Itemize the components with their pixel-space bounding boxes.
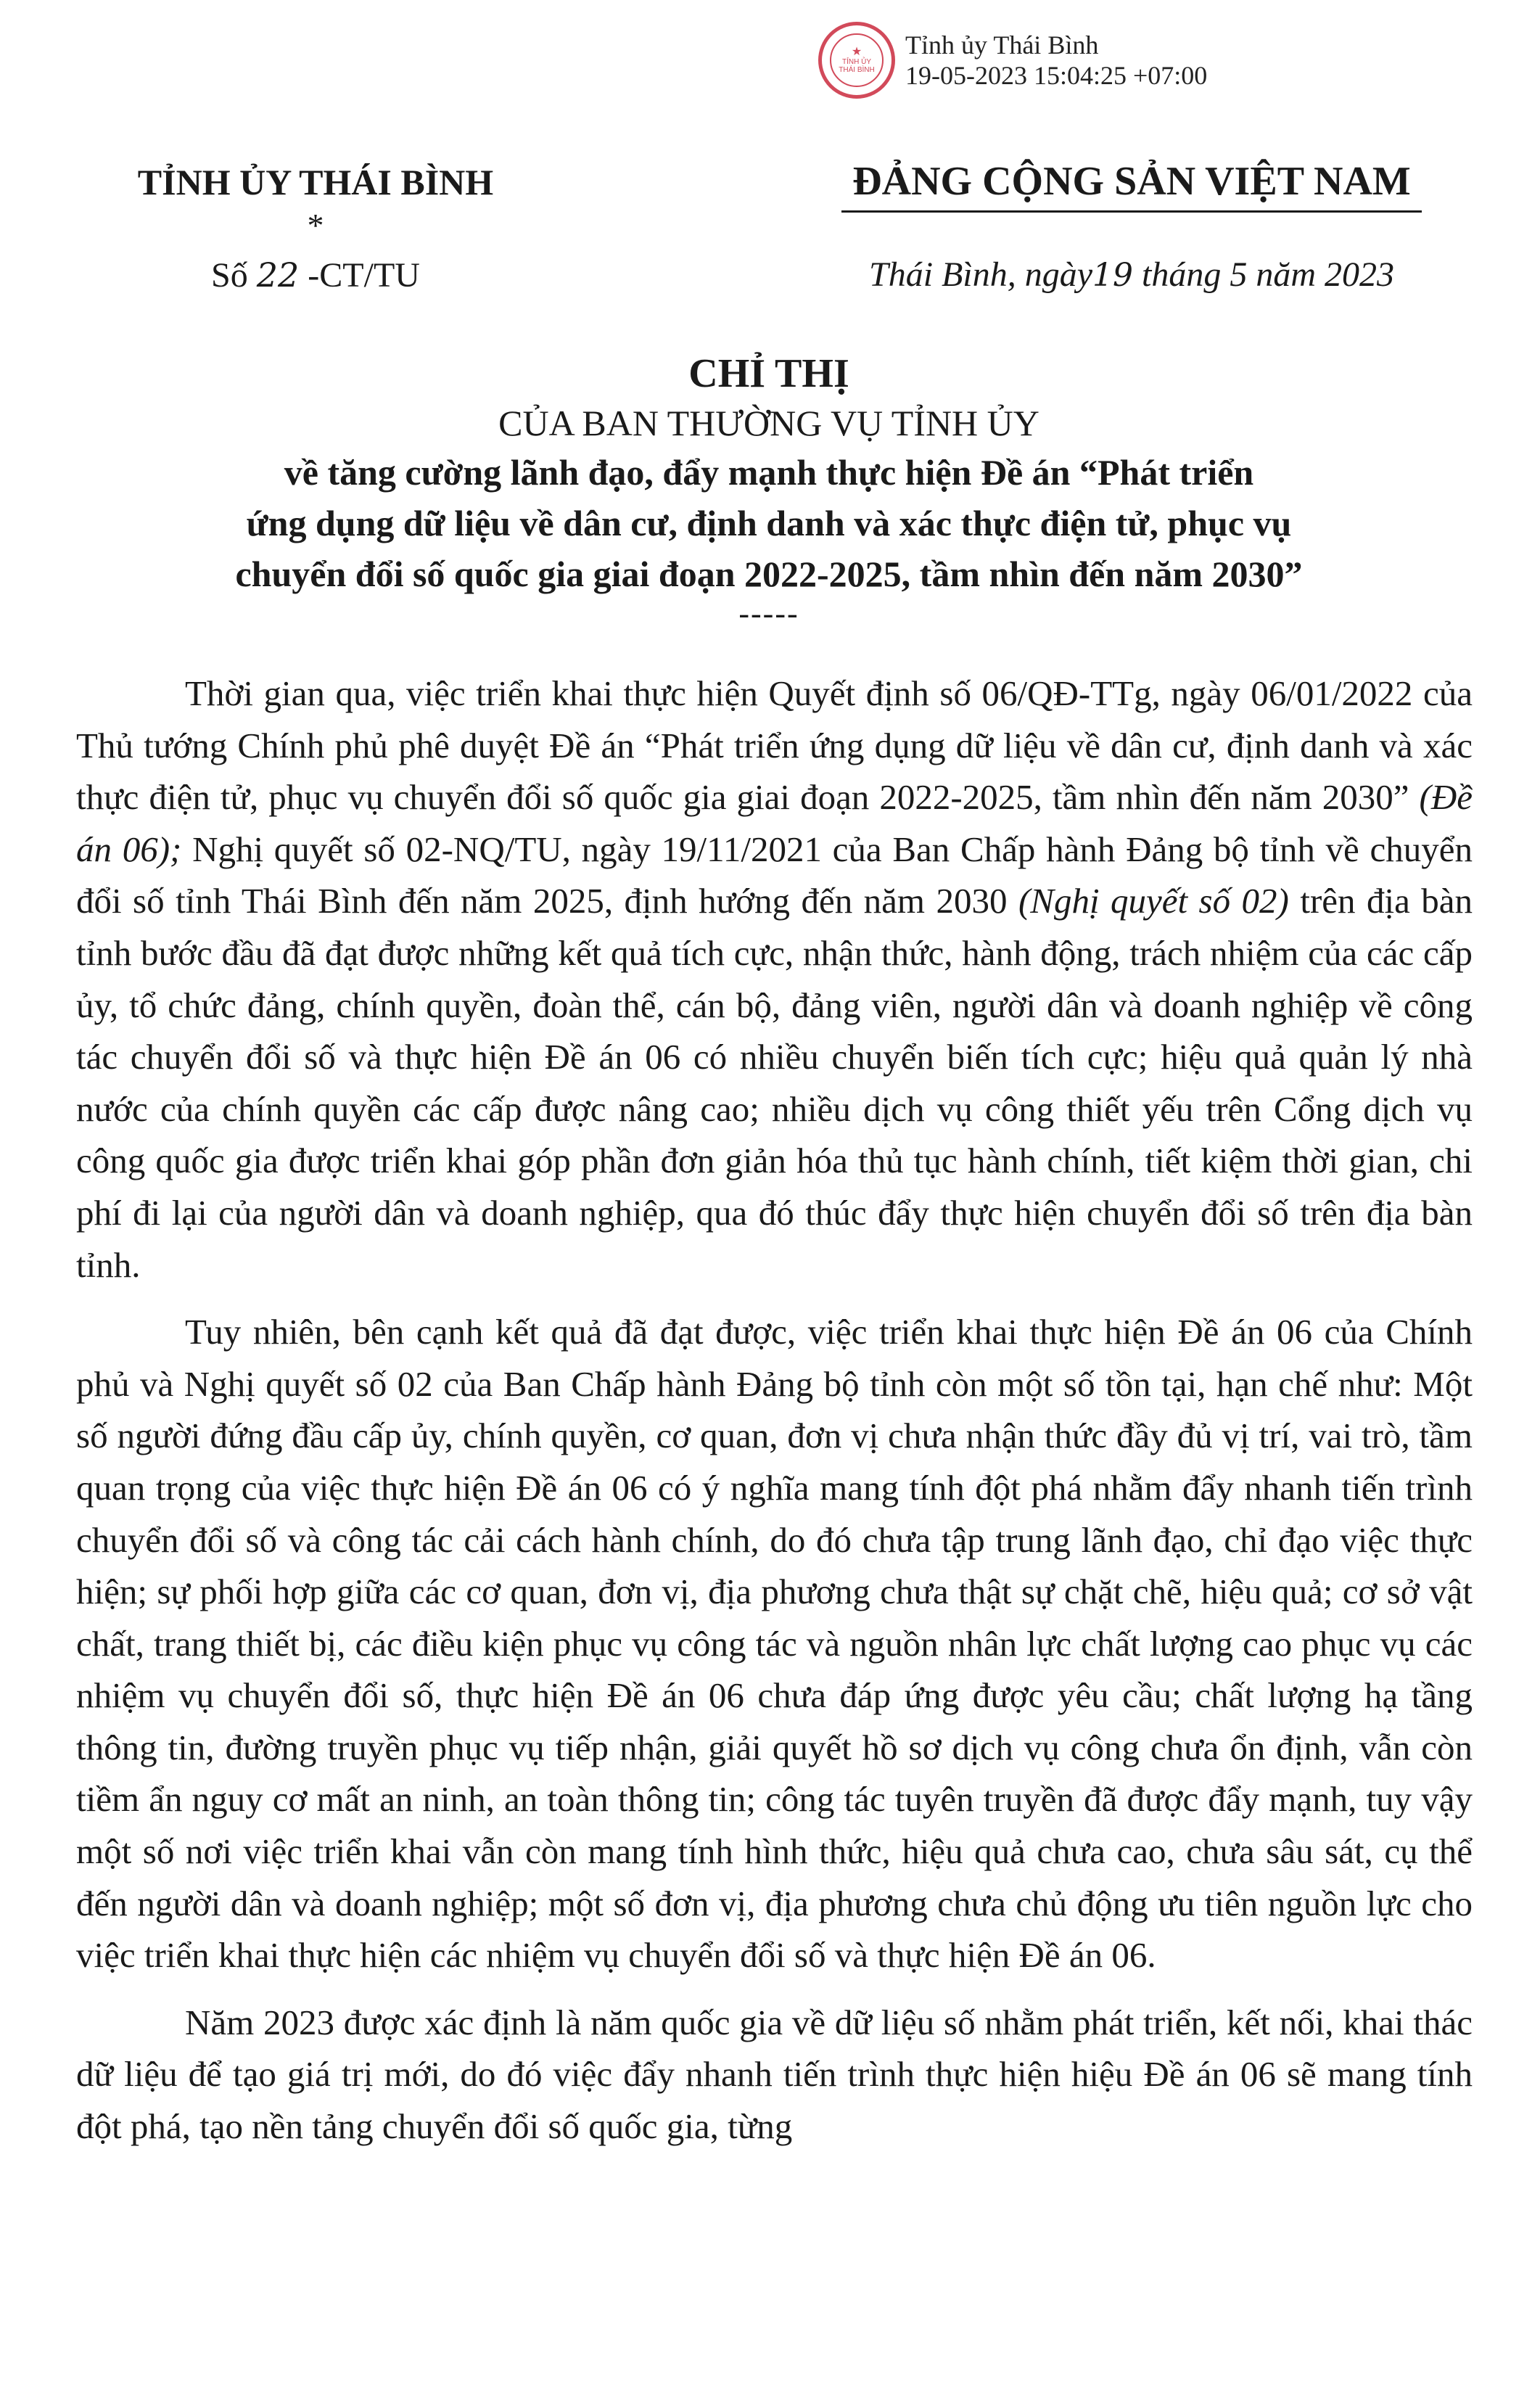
signature-timestamp: 19-05-2023 15:04:25 +07:00 bbox=[905, 61, 1208, 90]
subject-line-1: về tăng cường lãnh đạo, đẩy mạnh thực hiện Đề án “Phát triển bbox=[284, 452, 1254, 493]
place-prefix: Thái Bình, ngày bbox=[869, 255, 1092, 294]
p1-text-e: trên địa bàn tỉnh bước đầu đã đạt được những kết quả tích cực, nhận thức, hành động, trách nhiệm của các cấp ủy, tổ chức đảng, chính quyền, đoàn thể, cán bộ, đảng viên, người dân và doanh nghiệp về công tác chuyển đổi số và thực hiện Đề án 06 có nhiều chuyển biến tích cực; hiệu quả quản lý nhà nước của chính quyền các cấp được nâng cao; nhiều dịch vụ công thiết yếu trên Cổng dịch vụ công quốc gia được triển khai góp phần đơn giản hóa thủ tục hành chính, tiết kiệm thời gian, chi phí đi lại của người dân và doanh nghiệp, qua đó thúc đẩy thực hiện chuyển đổi số trên địa bàn tỉnh. bbox=[76, 881, 1473, 1285]
red-seal-icon: ★ TỈNH ỦY THÁI BÌNH bbox=[818, 22, 895, 99]
place-suffix: tháng 5 năm 2023 bbox=[1142, 255, 1394, 294]
document-number bbox=[80, 254, 551, 297]
document-title-block bbox=[109, 348, 1429, 631]
p1-italic-ref-2: (Nghị quyết số 02) bbox=[1018, 881, 1289, 921]
document-type: CHỈ THỊ bbox=[688, 351, 849, 396]
p1-text-c: Nghị quyết số 02-NQ/TU, ngày 19/11/2021 của Ban Chấp hành Đảng bộ tỉnh về chuyển đổi số tỉnh Thái Bình đến năm 2025, định hướng đến năm 2030 bbox=[76, 829, 1473, 921]
paragraph-2: Tuy nhiên, bên cạnh kết quả đã đạt được, việc triển khai thực hiện Đề án 06 của Chính phủ và Nghị quyết số 02 của Ban Chấp hành Đảng bộ tỉnh còn một số tồn tại, hạn chế như: Một số người đứng đầu cấp ủy, chính quyền, cơ quan, đơn vị chưa nhận thức đầy đủ vị trí, vai trò, tầm quan trọng của việc thực hiện Đề án 06 có ý nghĩa mang tính đột phá nhằm đẩy nhanh tiến trình chuyển đổi số và công tác cải cách hành chính, do đó chưa tập trung lãnh đạo, chỉ đạo việc thực hiện; sự phối hợp giữa các cơ quan, đơn vị, địa phương chưa thật sự chặt chẽ, hiệu quả; cơ sở vật chất, trang thiết bị, các điều kiện phục vụ công tác và nguồn nhân lực chất lượng cao phục vụ các nhiệm vụ chuyển đổi số, thực hiện Đề án 06 chưa đáp ứng được yêu cầu; chất lượng hạ tầng thông tin, đường truyền phục vụ tiếp nhận, giải quyết hồ sơ dịch vụ công chưa ổn định, vẫn còn tiềm ẩn nguy cơ mất an ninh, an toàn thông tin; công tác tuyên truyền đã được đẩy mạnh, tuy vậy một số nơi việc triển khai vẫn còn mang tính hình thức, hiệu quả chưa cao, chưa sâu sát, cụ thể đến người dân và doanh nghiệp; một số đơn vị, địa phương chưa chủ động ưu tiên nguồn lực cho việc triển khai thực hiện các nhiệm vụ chuyển đổi số và thực hiện Đề án 06. bbox=[76, 1312, 1473, 1976]
doc-no-suffix: -CT/TU bbox=[308, 256, 420, 295]
doc-no-handwritten: 22 bbox=[256, 255, 300, 295]
paragraph-3: Năm 2023 được xác định là năm quốc gia về dữ liệu số nhằm phát triển, kết nối, khai thác dữ liệu để tạo giá trị mới, do đó việc đẩy nhanh tiến trình thực hiện hiệu Đề án 06 sẽ mang tính đột phá, tạo nền tảng chuyển đổi số quốc gia, từng bbox=[76, 2002, 1473, 2147]
document-body bbox=[76, 667, 1473, 2168]
title-separator: ----- bbox=[738, 596, 799, 631]
signature-info bbox=[905, 30, 1207, 91]
place-and-date bbox=[805, 254, 1458, 297]
signer-name: Tỉnh ủy Thái Bình bbox=[905, 30, 1099, 59]
doc-no-prefix: Số bbox=[211, 256, 248, 295]
party-name: ĐẢNG CỘNG SẢN VIỆT NAM bbox=[852, 159, 1411, 204]
subject-line-2: ứng dụng dữ liệu về dân cư, định danh và xác thực điện tử, phục vụ bbox=[246, 503, 1292, 543]
p1-italic-ref-1: (Đề án 06); bbox=[76, 777, 1473, 869]
date-day-handwritten: 19 bbox=[1092, 257, 1133, 294]
paragraph-1 bbox=[76, 667, 1473, 1291]
org-star-separator: * bbox=[307, 207, 324, 244]
digital-signature-stamp bbox=[818, 20, 1207, 100]
p1-text-a: Thời gian qua, việc triển khai thực hiện Quyết định số 06/QĐ-TTg, ngày 06/01/2022 của Thủ tướng Chính phủ phê duyệt Đề án “Phát triển ứng dụng dữ liệu về dân cư, định danh và xác thực điện tử, phục vụ chuyển đổi số quốc gia giai đoạn 2022-2025, tầm nhìn đến năm 2030” bbox=[76, 673, 1473, 818]
party-underline bbox=[841, 210, 1422, 213]
issuing-org: TỈNH ỦY THÁI BÌNH bbox=[137, 162, 494, 202]
subject-line-3: chuyển đổi số quốc gia giai đoạn 2022-2025, tầm nhìn đến năm 2030” bbox=[235, 554, 1303, 594]
document-issuer: CỦA BAN THƯỜNG VỤ TỈNH ỦY bbox=[498, 403, 1039, 443]
